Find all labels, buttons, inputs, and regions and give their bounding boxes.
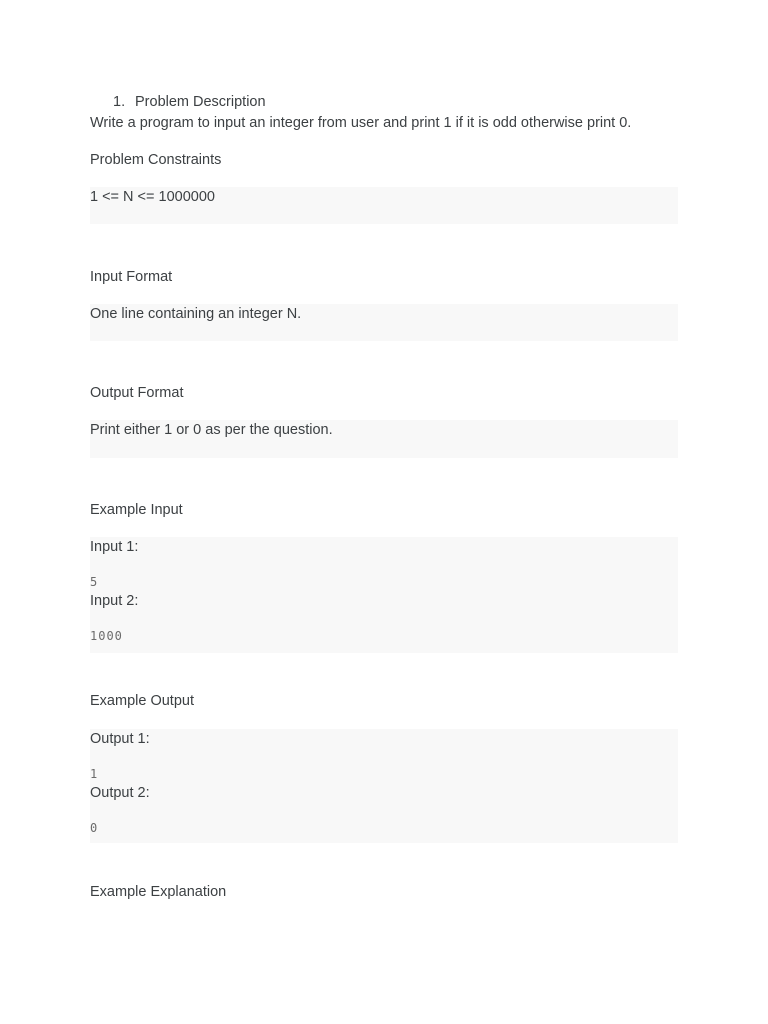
example-input-value-1: 5 [90, 575, 99, 589]
constraints-text: 1 <= N <= 1000000 [90, 189, 215, 205]
constraints-heading: Problem Constraints [90, 152, 222, 168]
problem-title-item [113, 92, 678, 112]
output-format-text: Print either 1 or 0 as per the question. [90, 422, 333, 438]
input-format-heading: Input Format [90, 269, 173, 285]
example-input-box [90, 537, 678, 653]
example-input-value-2: 1000 [90, 629, 123, 643]
list-number: 1. [113, 94, 126, 110]
output-format-box [90, 420, 678, 458]
example-input-label-2: Input 2: [90, 593, 139, 609]
example-output-value-2: 0 [90, 821, 99, 835]
example-output-value-1: 1 [90, 767, 99, 781]
input-format-box [90, 304, 678, 341]
example-output-heading: Example Output [90, 693, 194, 709]
problem-document [90, 92, 678, 902]
example-input-label-1: Input 1: [90, 539, 139, 555]
example-explanation-heading: Example Explanation [90, 884, 227, 900]
output-format-heading: Output Format [90, 385, 184, 401]
input-format-text: One line containing an integer N. [90, 306, 302, 322]
problem-description: Write a program to input an integer from user and print 1 if it is odd otherwise print 0. [90, 115, 632, 131]
example-output-label-2: Output 2: [90, 785, 150, 801]
example-input-heading: Example Input [90, 502, 183, 518]
constraints-box [90, 187, 678, 224]
problem-title: Problem Description [135, 94, 266, 110]
example-output-label-1: Output 1: [90, 731, 150, 747]
example-output-box [90, 729, 678, 843]
